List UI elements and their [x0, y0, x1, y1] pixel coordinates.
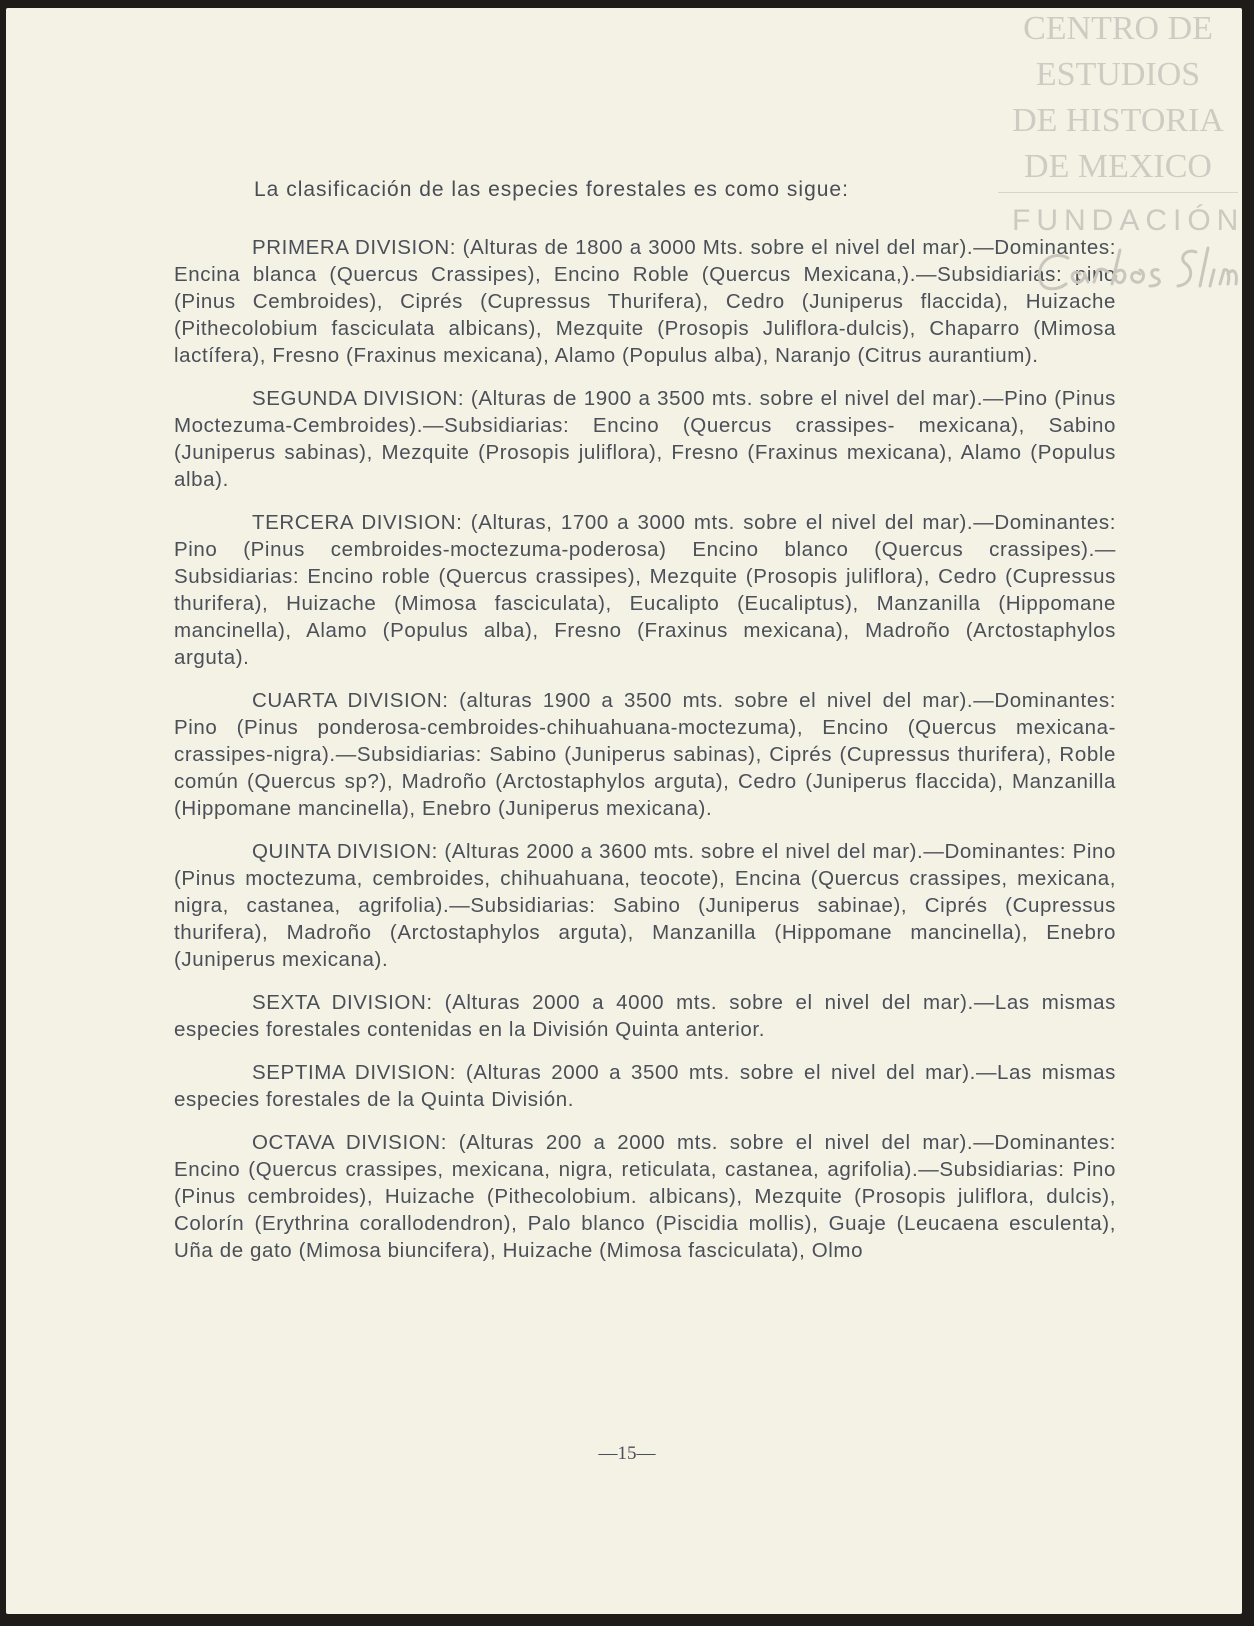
signature-watermark-icon	[1028, 240, 1243, 302]
watermark-divider	[998, 192, 1238, 193]
division-list	[174, 234, 1116, 1280]
watermark-line-2: ESTUDIOS	[1035, 56, 1201, 93]
page-number: —15—	[598, 1443, 656, 1464]
division-paragraph-3: TERCERA DIVISION: (Alturas, 1700 a 3000 mts. sobre el nivel del mar).—Dominantes: Pino (Pinus cembroides-moctezuma-poderosa) Encino blanco (Quercus crassipes).—Subsidiarias: Encino roble (Quercus crassipes), Mezquite (Prosopis juliflora), Cedro (Cupressus thurifera), Huizache (Mimosa fasciculata), Eucalipto (Eucaliptus), Manzanilla (Hippomane mancinella), Alamo (Populus alba), Fresno (Fraxinus mexicana), Madroño (Arctostaphylos arguta).	[174, 511, 1116, 669]
division-paragraph-4: CUARTA DIVISION: (alturas 1900 a 3500 mts. sobre el nivel del mar).—Dominantes: Pino (Pinus ponderosa-cembroides-chihuahuana-moctezuma), Encino (Quercus mexicana-crassipes-nigra).—Subsidiarias: Sabino (Juniperus sabinas), Ciprés (Cupressus thurifera), Roble común (Quercus sp?), Madroño (Arctostaphylos arguta), Cedro (Juniperus flaccida), Manzanilla (Hippomane mancinella), Enebro (Juniperus mexicana).	[174, 689, 1116, 820]
watermark-brand: FUNDACIÓN	[1012, 204, 1245, 237]
watermark-line-3: DE HISTORIA	[1012, 102, 1224, 139]
watermark-line-1: CENTRO DE	[1023, 10, 1213, 47]
division-paragraph-5: QUINTA DIVISION: (Alturas 2000 a 3600 mts. sobre el nivel del mar).—Dominantes: Pino (Pinus moctezuma, cembroides, chihuahuana, teocote), Encina (Quercus crassipes, mexicana, nigra, castanea, agrifolia).—Subsidiarias: Sabino (Juniperus sabinae), Ciprés (Cupressus thurifera), Madroño (Arctostaphylos arguta), Manzanilla (Hippomane mancinella), Enebro (Juniperus mexicana).	[174, 840, 1116, 971]
division-paragraph-7: SEPTIMA DIVISION: (Alturas 2000 a 3500 mts. sobre el nivel del mar).—Las mismas especies forestales de la Quinta División.	[174, 1061, 1116, 1111]
intro-sentence: La clasificación de las especies forestales es como sigue:	[254, 178, 849, 201]
division-paragraph-6: SEXTA DIVISION: (Alturas 2000 a 4000 mts. sobre el nivel del mar).—Las mismas especies forestales contenidas en la División Quinta anterior.	[174, 991, 1116, 1041]
division-paragraph-2: SEGUNDA DIVISION: (Alturas de 1900 a 3500 mts. sobre el nivel del mar).—Pino (Pinus Moctezuma-Cembroides).—Subsidiarias: Encino (Quercus crassipes- mexicana), Sabino (Juniperus sabinas), Mezquite (Prosopis juliflora), Fresno (Fraxinus mexicana), Alamo (Populus alba).	[174, 387, 1116, 491]
watermark-line-4: DE MEXICO	[1024, 148, 1212, 185]
archive-watermark	[998, 6, 1238, 190]
division-paragraph-8: OCTAVA DIVISION: (Alturas 200 a 2000 mts. sobre el nivel del mar).—Dominantes: Encino (Quercus crassipes, mexicana, nigra, reticulata, castanea, agrifolia).—Subsidiarias: Pino (Pinus cembroides), Huizache (Pithecolobium. albicans), Mezquite (Prosopis juliflora, dulcis), Colorín (Erythrina corallodendron), Palo blanco (Piscidia mollis), Guaje (Leucaena esculenta), Uña de gato (Mimosa biuncifera), Huizache (Mimosa fasciculata), Olmo	[174, 1131, 1116, 1262]
division-paragraph-1: PRIMERA DIVISION: (Alturas de 1800 a 3000 Mts. sobre el nivel del mar).—Dominantes: Encina blanca (Quercus Crassipes), Encino Roble (Quercus Mexicana,).—Subsidiarias: pino (Pinus Cembroides), Ciprés (Cupressus Thurifera), Cedro (Juniperus flaccida), Huizache (Pithecolobium fasciculata albicans), Mezquite (Prosopis Juliflora-dulcis), Chaparro (Mimosa lactífera), Fresno (Fraxinus mexicana), Alamo (Populus alba), Naranjo (Citrus aurantium).	[174, 236, 1116, 367]
